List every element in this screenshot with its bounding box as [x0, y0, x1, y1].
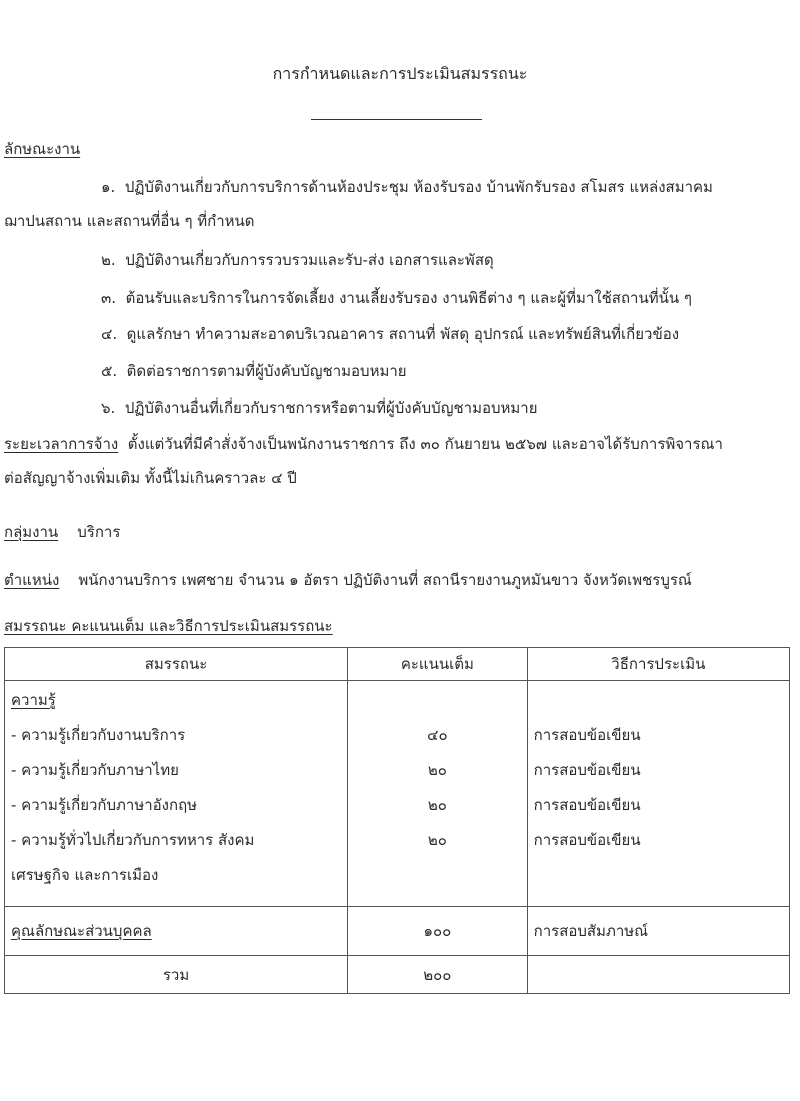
- item-number: ๑.: [101, 178, 116, 196]
- list-item: [101, 286, 692, 310]
- score-value: ๒๐: [427, 796, 447, 814]
- employment-period-text: ตั้งแต่วันที่มีคำสั่งจ้างเป็นพนักงานราชการ ถึง ๓๐ กันยายน ๒๕๖๗ และอาจได้รับการพิจารณา: [127, 435, 723, 453]
- table-row-total: [5, 956, 790, 994]
- position-label: ตำแหน่ง: [4, 571, 60, 589]
- position: [4, 568, 692, 592]
- list-item: [101, 248, 494, 272]
- table-header-row: [5, 648, 790, 681]
- item-text: ติดต่อราชการตามที่ผู้บังคับบัญชามอบหมาย: [126, 362, 407, 380]
- item-text: ปฏิบัติงานอื่นที่เกี่ยวกับราชการหรือตามที่ผู้บังคับบัญชามอบหมาย: [124, 399, 538, 417]
- total-score: ๒๐๐: [348, 956, 528, 994]
- table-row-personality: [5, 907, 790, 956]
- knowledge-item: - ความรู้เกี่ยวกับภาษาอังกฤษ: [11, 796, 198, 814]
- personality-method: การสอบสัมภาษณ์: [527, 907, 789, 956]
- item-number: ๓.: [101, 289, 117, 307]
- method-value: การสอบข้อเขียน: [533, 796, 641, 814]
- item-number: ๕.: [101, 362, 118, 380]
- method-value: การสอบข้อเขียน: [533, 831, 641, 849]
- page-title: การกำหนดและการประเมินสมรรถนะ: [272, 64, 528, 83]
- header-full-score: คะแนนเต็ม: [348, 648, 528, 681]
- item-number: ๒.: [101, 251, 116, 269]
- knowledge-scores-cell: [348, 681, 528, 907]
- employment-period-continuation: ต่อสัญญาจ้างเพิ่มเติม ทั้งนี้ไม่เกินคราวละ ๔ ปี: [4, 469, 297, 487]
- item-text: ปฏิบัติงานเกี่ยวกับการบริการด้านห้องประชุม ห้องรับรอง บ้านพักรับรอง สโมสร แหล่งสมาคม: [124, 178, 713, 196]
- personality-item: คุณลักษณะส่วนบุคคล: [11, 922, 152, 940]
- score-value: ๒๐: [427, 831, 447, 849]
- total-label: รวม: [5, 956, 348, 994]
- employment-period-label: ระยะเวลาการจ้าง: [4, 435, 119, 453]
- total-method: [527, 956, 789, 994]
- score-value: ๔๐: [427, 726, 448, 744]
- list-item: [101, 396, 538, 420]
- knowledge-items-cell: [5, 681, 348, 907]
- work-group-value: บริการ: [77, 523, 121, 541]
- header-assessment-method: วิธีการประเมิน: [527, 648, 789, 681]
- work-group-label: กลุ่มงาน: [4, 523, 59, 541]
- item-text: ดูแลรักษา ทำความสะอาดบริเวณอาคาร สถานที่ พัสดุ อุปกรณ์ และทรัพย์สินที่เกี่ยวข้อง: [126, 325, 680, 343]
- list-item: [101, 359, 407, 383]
- list-item-continuation: ฌาปนสถาน และสถานที่อื่น ๆ ที่กำหนด: [4, 212, 255, 230]
- knowledge-item: - ความรู้เกี่ยวกับงานบริการ: [11, 726, 186, 744]
- personality-score: ๑๐๐: [348, 907, 528, 956]
- position-value: พนักงานบริการ เพศชาย จำนวน ๑ อัตรา ปฏิบัติงานที่ สถานีรายงานภูหมันขาว จังหวัดเพชรบูรณ์: [78, 571, 692, 589]
- competency-section-heading: สมรรถนะ คะแนนเต็ม และวิธีการประเมินสมรรถนะ: [4, 617, 333, 635]
- competency-table: [4, 647, 790, 994]
- method-value: การสอบข้อเขียน: [533, 726, 641, 744]
- method-value: การสอบข้อเขียน: [533, 761, 641, 779]
- item-text: ปฏิบัติงานเกี่ยวกับการรวบรวมและรับ-ส่ง เอกสารและพัสดุ: [125, 251, 494, 269]
- knowledge-item: - ความรู้ทั่วไปเกี่ยวกับการทหาร สังคม: [11, 831, 255, 849]
- item-text: ต้อนรับและบริการในการจัดเลี้ยง งานเลี้ยงรับรอง งานพิธีต่าง ๆ และผู้ที่มาใช้สถานที่นั้น ๆ: [125, 289, 692, 307]
- job-description-heading: ลักษณะงาน: [4, 140, 81, 158]
- table-row-knowledge: [5, 681, 790, 907]
- header-competency: สมรรถนะ: [5, 648, 348, 681]
- knowledge-heading: ความรู้: [11, 691, 56, 709]
- score-value: ๒๐: [427, 761, 447, 779]
- list-item: [101, 175, 713, 199]
- list-item: [101, 322, 679, 346]
- knowledge-item: - ความรู้เกี่ยวกับภาษาไทย: [11, 761, 179, 779]
- knowledge-item-continuation: เศรษฐกิจ และการเมือง: [11, 866, 159, 884]
- employment-period: [4, 432, 723, 456]
- knowledge-methods-cell: [527, 681, 789, 907]
- item-number: ๔.: [101, 325, 118, 343]
- work-group: [4, 520, 120, 544]
- title-divider: [311, 119, 482, 120]
- item-number: ๖.: [101, 399, 116, 417]
